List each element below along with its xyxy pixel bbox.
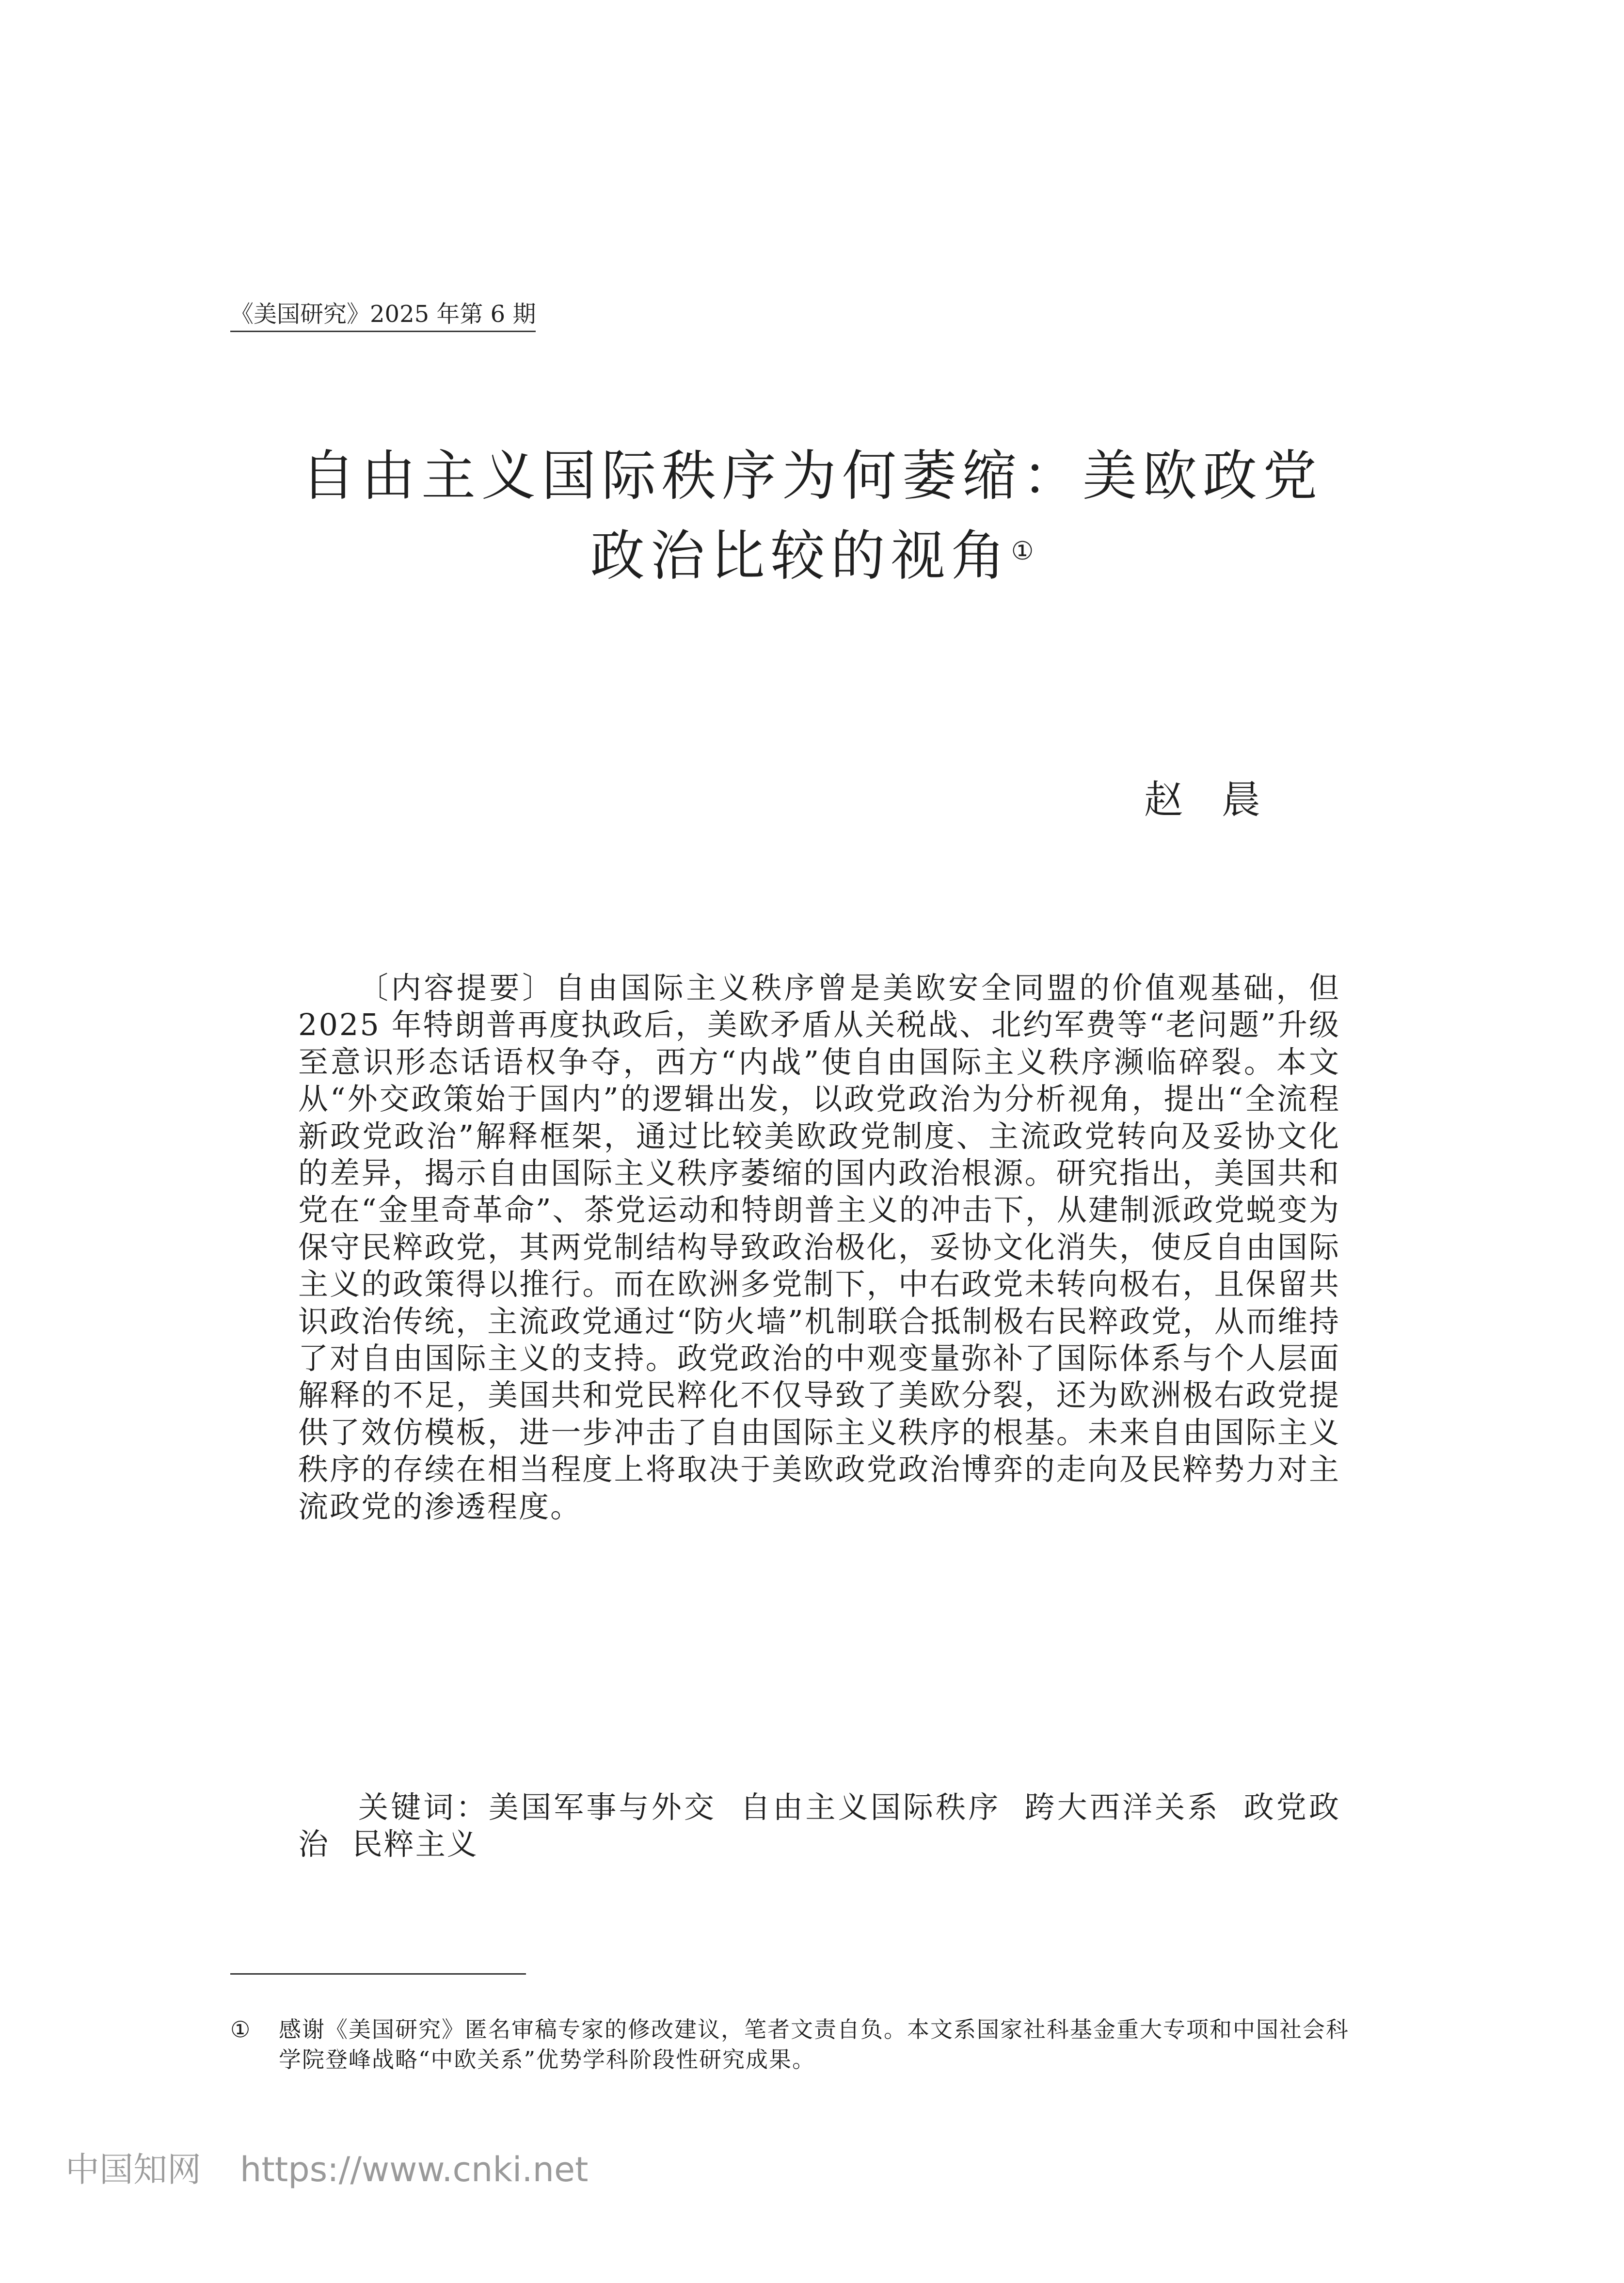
keyword-item: 自由主义国际秩序 <box>740 1789 1001 1825</box>
footnote <box>230 2014 1428 2075</box>
journal-header: 《美国研究》2025 年第 6 期 <box>230 300 536 332</box>
keyword-item: 民粹主义 <box>352 1826 478 1862</box>
watermark-url[interactable]: https://www.cnki.net <box>240 2150 589 2189</box>
title-line-2 <box>194 516 1430 596</box>
footnote-divider <box>230 1973 526 1975</box>
keywords <box>298 1789 1340 1863</box>
footnote-marker: ① <box>230 2016 252 2043</box>
keywords-label: 关键词： <box>358 1789 489 1825</box>
title-line-2-text: 政治比较的视角 <box>590 525 1011 588</box>
footnote-text-line-1: 感谢《美国研究》匿名审稿专家的修改建议，笔者文责自负。本文系国家社科基金重大专项和中国社会科 <box>279 2016 1349 2043</box>
article-title <box>194 436 1430 596</box>
keyword-item: 政党政治 <box>298 1789 1340 1862</box>
author-name: 赵晨 <box>1144 777 1299 822</box>
cnki-watermark <box>65 2148 588 2191</box>
abstract: 〔内容提要〕自由国际主义秩序曾是美欧安全同盟的价值观基础，但 2025 年特朗普再度执政后，美欧矛盾从关税战、北约军费等“老问题”升级至意识形态话语权争夺，西方“内战”使自由国际主义秩序濒临碎裂。本文从“外交政策始于国内”的逻辑出发，以政党政治为分析视角，提出“全流程新政党政治”解释框架，通过比较美欧政党制度、主流政党转向及妥协文化的差异，揭示自由国际主义秩序萎缩的国内政治根源。研究指出，美国共和党在“金里奇革命”、茶党运动和特朗普主义的冲击下，从建制派政党蜕变为保守民粹政党，其两党制结构导致政治极化，妥协文化消失，使反自由国际主义的政策得以推行。而在欧洲多党制下，中右政党未转向极右，且保留共识政治传统，主流政党通过“防火墙”机制联合抵制极右民粹政党，从而维持了对自由国际主义的支持。政党政治的中观变量弥补了国际体系与个人层面解释的不足，美国共和党民粹化不仅导致了美欧分裂，还为欧洲极右政党提供了效仿模板，进一步冲击了自由国际主义秩序的根基。未来自由国际主义秩序的存续在相当程度上将取决于美欧政党政治博弈的走向及民粹势力对主流政党的渗透程度。 <box>298 970 1340 1524</box>
title-line-1: 自由主义国际秩序为何萎缩：美欧政党 <box>301 445 1323 508</box>
keyword-item: 美国军事与外交 <box>488 1789 717 1825</box>
footnote-text-line-2: 学院登峰战略“中欧关系”优势学科阶段性研究成果。 <box>279 2046 816 2073</box>
title-footnote-marker[interactable]: ① <box>1011 537 1034 566</box>
watermark-brand: 中国知网 <box>65 2150 201 2189</box>
keyword-item: 跨大西洋关系 <box>1024 1789 1220 1825</box>
